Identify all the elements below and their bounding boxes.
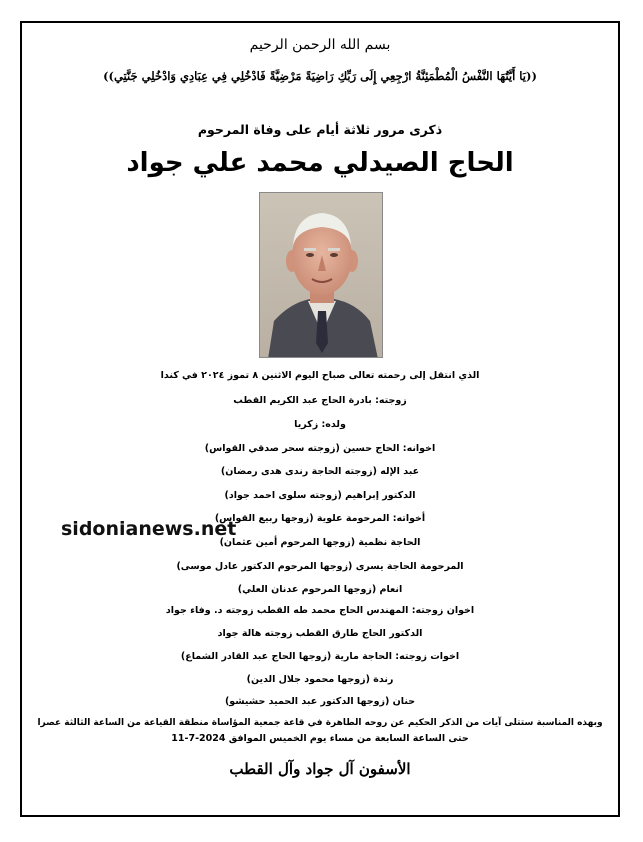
body-line: اخوان زوجته: المهندس الحاج محمد طه القطب زوجته د. وفاء جواد	[165, 605, 475, 616]
announcement-intro: ذكرى مرور ثلاثة أيام على وفاة المرحوم	[197, 122, 443, 137]
portrait-photo	[259, 192, 383, 358]
body-line: رندة (زوجها محمود جلال الدين)	[246, 674, 394, 685]
basmala: بسم الله الرحمن الرحيم	[249, 37, 391, 53]
body-line: أخواته: المرحومة علوية (زوجها ربيع القواس)	[214, 513, 426, 524]
quran-verse: ((يَا أَيَّتُهَا النَّفْسُ الْمُطْمَئِنَّةُ ارْجِعِي إِلَى رَبِّكِ رَاضِيَةً مَرْضِيَّةً فَادْخُلِي فِي عِبَادِي وَادْخُلِي جَنَّتِي))	[103, 69, 537, 83]
body-line: الحاجة نظمية (زوجها المرحوم أمين عثمان)	[219, 537, 421, 548]
body-line: اخوانه: الحاج حسين (زوجته سحر صدقي القواس)	[204, 443, 436, 454]
body-line: الدكتور الحاج طارق القطب زوجته هالة جواد	[217, 628, 423, 639]
body-line: وبهذه المناسبة ستتلى آيات من الذكر الحكيم عن روحه الطاهرة في قاعة جمعية المؤاساة منطقة القياعة من الساعة الثالثة عصرا	[37, 718, 603, 728]
body-line: ولده: زكريا	[294, 419, 346, 430]
body-line: حنان (زوجها الدكتور عبد الحميد حشيشو)	[224, 696, 416, 707]
body-line: انعام (زوجها المرحوم عدنان العلي)	[237, 584, 403, 595]
body-line: الدكتور إبراهيم (زوجته سلوى احمد جواد)	[224, 490, 416, 501]
body-line: الذي انتقل إلى رحمته تعالى صباح اليوم الاثنين ٨ تموز ٢٠٢٤ في كندا	[160, 370, 480, 381]
website-watermark: sidonianews.net	[61, 518, 237, 540]
portrait-photo-icon	[260, 193, 383, 358]
body-line: حتى الساعة السابعة من مساء يوم الخميس الموافق 2024-7-11	[171, 733, 469, 744]
body-line: المرحومة الحاجة يسرى (زوجها المرحوم الدكتور عادل موسى)	[176, 561, 464, 572]
closing-signature: الأسفون آل جواد وآل القطب	[229, 760, 411, 778]
body-line: عبد الإله (زوجته الحاجة رندى هدى رمضان)	[220, 466, 420, 477]
body-line: اخوات زوجته: الحاجة مارية (زوجها الحاج عبد القادر الشماع)	[180, 651, 460, 662]
body-line: زوجته: بادرة الحاج عبد الكريم القطب	[233, 395, 407, 406]
deceased-name: الحاج الصيدلي محمد علي جواد	[126, 148, 514, 178]
